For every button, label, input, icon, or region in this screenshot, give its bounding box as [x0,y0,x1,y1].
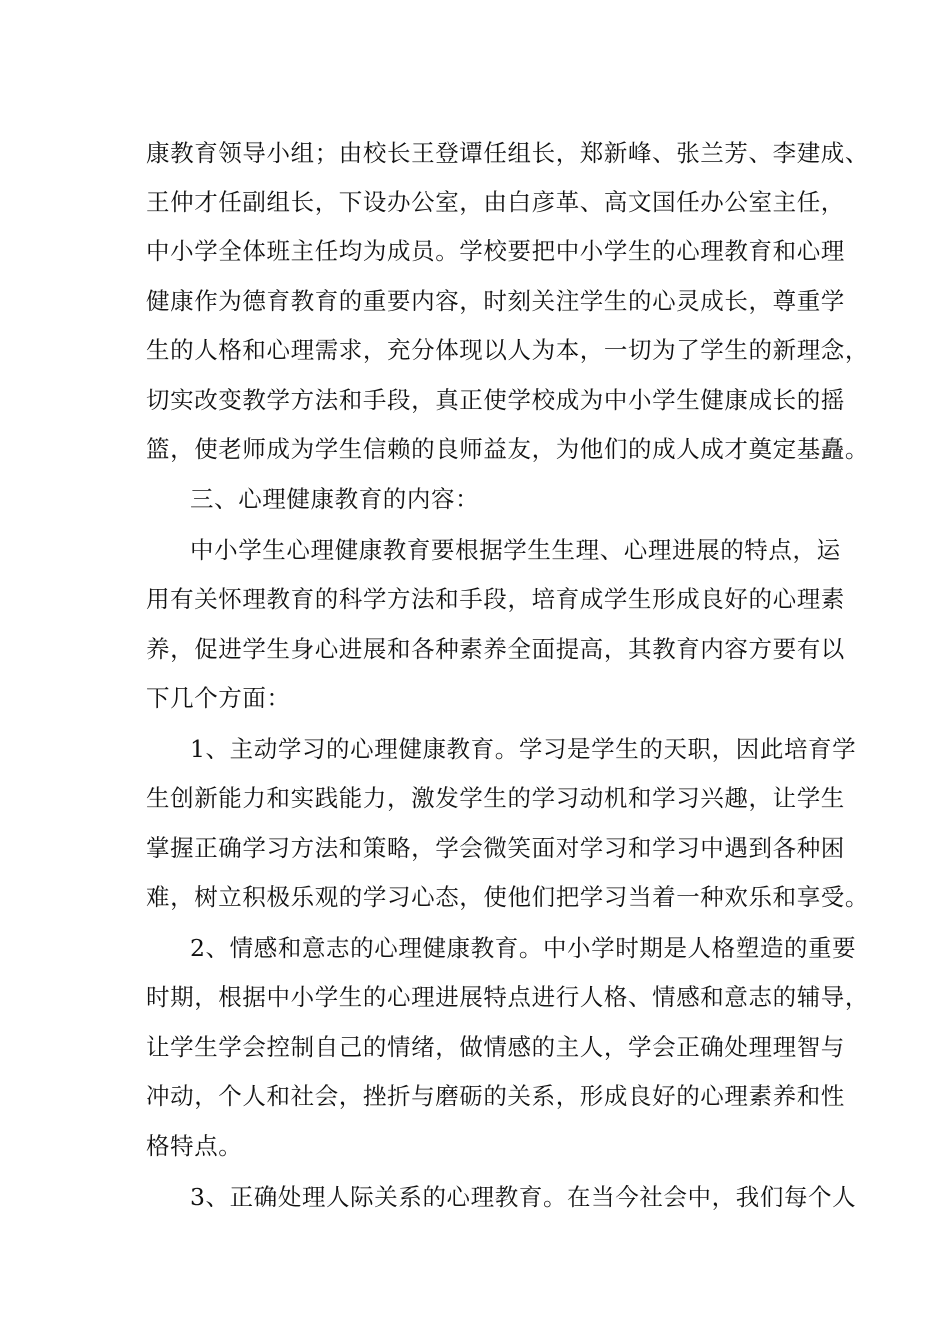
text-line: 冲动，个人和社会，挫折与磨砺的关系，形成良好的心理素养和性 [146,1082,845,1110]
text-line: 中小学生心理健康教育要根据学生生理、心理进展的特点，运 [190,536,841,564]
text-line: 2、情感和意志的心理健康教育。中小学时期是人格塑造的重要 [190,934,857,962]
text-line: 3、正确处理人际关系的心理教育。在当今社会中，我们每个人 [190,1183,857,1211]
text-line: 康教育领导小组；由校长王登谭任组长，郑新峰、张兰芳、李建成、 [146,139,869,167]
text-line: 中小学全体班主任均为成员。学校要把中小学生的心理教育和心理 [146,237,845,265]
text-line: 养，促进学生身心进展和各种素养全面提高，其教育内容方要有以 [146,635,845,663]
text-line: 王仲才任副组长，下设办公室，由白彦革、高文国任办公室主任， [146,188,845,216]
text-line: 切实改变教学方法和手段，真正使学校成为中小学生健康成长的摇 [146,386,845,414]
text-line: 生创新能力和实践能力，激发学生的学习动机和学习兴趣，让学生 [146,784,845,812]
text-line: 难，树立积极乐观的学习心态，使他们把学习当着一种欢乐和享受。 [146,883,869,911]
text-line: 篮，使老师成为学生信赖的良师益友，为他们的成人成才奠定基矗。 [146,435,869,463]
text-line: 用有关怀理教育的科学方法和手段，培育成学生形成良好的心理素 [146,585,845,613]
text-line: 健康作为德育教育的重要内容，时刻关注学生的心灵成长，尊重学 [146,287,845,315]
text-line: 1、主动学习的心理健康教育。学习是学生的天职，因此培育学 [190,735,857,763]
text-line: 让学生学会控制自己的情绪，做情感的主人，学会正确处理理智与 [146,1033,845,1061]
text-line: 生的人格和心理需求，充分体现以人为本，一切为了学生的新理念， [146,336,869,364]
text-line: 时期，根据中小学生的心理进展特点进行人格、情感和意志的辅导， [146,983,869,1011]
text-line: 掌握正确学习方法和策略，学会微笑面对学习和学习中遇到各种困 [146,834,845,862]
text-line: 格特点。 [146,1132,243,1160]
section-heading: 三、心理健康教育的内容： [190,485,480,513]
text-line: 下几个方面： [146,684,291,712]
